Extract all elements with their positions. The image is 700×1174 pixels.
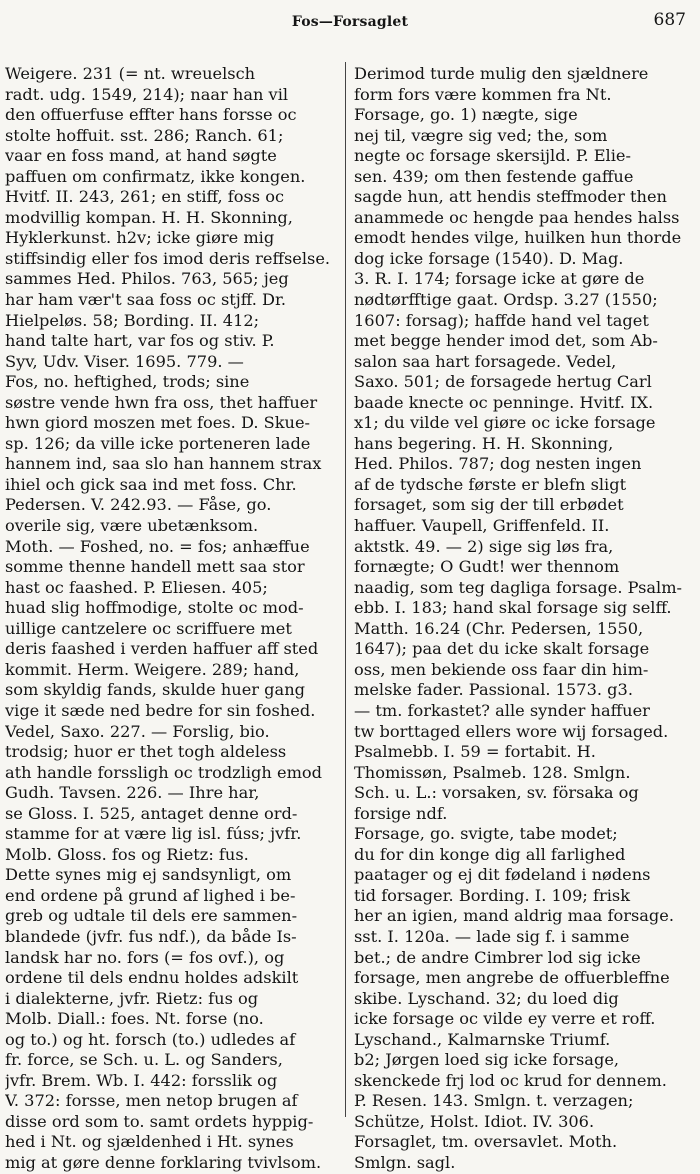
text-line: sammes Hed. Philos. 763, 565; jeg [5, 269, 289, 289]
text-line: Molb. Gloss. fos og Rietz: fus. [5, 844, 249, 864]
text-line: mig at gøre denne forklaring tvivlsom. [5, 1152, 322, 1172]
text-line: 1607: forsag); haffde hand vel taget [354, 310, 649, 330]
text-line: sen. 439; om then festende gaffue [354, 166, 634, 186]
text-line: den offuerfuse effter hans forsse oc [5, 105, 297, 125]
text-line: oss, men bekiende oss faar din him- [354, 659, 649, 679]
text-line: haffuer. Vaupell, Griffenfeld. II. [354, 516, 610, 536]
text-line: Forsage, go. svigte, tabe modet; [354, 824, 618, 844]
text-line: met begge hender imod det, som Ab- [354, 331, 658, 351]
text-line: vaar en foss mand, at hand søgte [5, 146, 277, 166]
text-line: landsk har no. fors (= fos ovf.), og [5, 947, 285, 967]
text-line: se Gloss. I. 525, antaget denne ord- [5, 803, 298, 823]
text-line: Weigere. 231 (= nt. wreuelsch [5, 64, 256, 83]
text-line: Dette synes mig ej sandsynligt, om [5, 865, 292, 885]
text-line: Hvitf. II. 243, 261; en stiff, foss oc [5, 187, 285, 207]
left-column [5, 64, 339, 1174]
text-line: Lyschand., Kalmarnske Triumf. [354, 1029, 611, 1049]
text-line: Moth. — Foshed, no. = fos; anhæffue [5, 536, 310, 556]
text-line: her an igien, mand aldrig maa forsage. [354, 906, 674, 926]
running-head: Fos—Forsaglet [291, 14, 409, 30]
text-line: jvfr. Brem. Wb. I. 442: forsslik og [5, 1070, 278, 1090]
text-line: forsaget, som sig der till erbødet [354, 495, 624, 515]
text-line: hed i Nt. og sjældenhed i Ht. synes [5, 1132, 294, 1152]
text-line: og to.) og ht. forsch (to.) udledes af [5, 1029, 296, 1049]
text-line: skenckede frj lod oc krud for dennem. [354, 1070, 667, 1090]
text-line: b2; Jørgen loed sig icke forsage, [354, 1050, 620, 1070]
text-line: af de tydsche første er blefn sligt [354, 474, 627, 494]
text-line: ihiel och gick saa ind met foss. Chr. [5, 474, 297, 494]
text-line: bet.; de andre Cimbrer lod sig icke [354, 947, 641, 967]
text-line: Molb. Diall.: foes. Nt. forse (no. [5, 1009, 264, 1029]
text-line: stolte hoffuit. sst. 286; Ranch. 61; [5, 125, 284, 145]
text-line: Hed. Philos. 787; dog nesten ingen [354, 454, 642, 474]
text-line: fornægte; O Gudt! wer thennom [354, 557, 620, 577]
text-line: emodt hendes vilge, huilken hun thorde [354, 228, 682, 248]
text-line: salon saa hart forsagede. Vedel, [354, 351, 617, 371]
text-line: kommit. Herm. Weigere. 289; hand, [5, 659, 300, 679]
text-line: — tm. forkastet? alle synder haffuer [354, 700, 650, 720]
text-line: ordene til dels endnu holdes adskilt [5, 968, 299, 988]
text-line: trodsig; huor er thet togh aldeless [5, 742, 287, 762]
text-line: ath handle forssligh oc trodzligh emod [5, 762, 323, 782]
text-line: naadig, som teg dagliga forsage. Psalm- [354, 577, 683, 597]
text-line: forsige ndf. [354, 803, 448, 823]
text-line: P. Resen. 143. Smlgn. t. verzagen; [354, 1091, 634, 1111]
text-line: Forsaglet, tm. oversavlet. Moth. [354, 1132, 618, 1152]
text-line: Vedel, Saxo. 227. — Forslig, bio. [5, 721, 270, 741]
text-line: sagde hun, att hendis steffmoder then [354, 187, 667, 207]
text-line: hannem ind, saa slo han hannem strax [5, 454, 322, 474]
text-line: Fos, no. heftighed, trods; sine [5, 372, 250, 392]
text-line: stamme for at være lig isl. fúss; jvfr. [5, 824, 302, 844]
text-line: negte oc forsage skersijld. P. Elie- [354, 146, 631, 166]
text-line: modvillig kompan. H. H. Skonning, [5, 207, 293, 227]
text-line: tw borttaged ellers wore wij forsaged. [354, 721, 669, 741]
text-line: deris faashed i verden haffuer aff sted [5, 639, 319, 659]
text-line: greb og udtale til dels ere sammen- [5, 906, 298, 926]
text-line: nej til, vægre sig ved; the, som [354, 125, 608, 145]
text-line: disse ord som to. samt ordets hyppig- [5, 1111, 314, 1131]
text-line: hast oc faashed. P. Eliesen. 405; [5, 577, 268, 597]
text-line: Hielpeløs. 58; Bording. II. 412; [5, 310, 260, 330]
text-line: sp. 126; da ville icke porteneren lade [5, 433, 311, 453]
text-line: somme thenne handell mett saa stor [5, 557, 305, 577]
text-line: Gudh. Tavsen. 226. — Ihre har, [5, 783, 260, 803]
text-line: Syv, Udv. Viser. 1695. 779. — [5, 351, 244, 371]
text-line: paatager og ej dit fødeland i nødens [354, 865, 651, 885]
text-line: paffuen om confirmatz, ikke kongen. [5, 166, 306, 186]
text-line: baade knecte oc penninge. Hvitf. IX. [354, 392, 654, 412]
column-divider [345, 62, 346, 1117]
text-line: Matth. 16.24 (Chr. Pedersen, 1550, [354, 618, 644, 638]
text-line: form fors være kommen fra Nt. [354, 84, 612, 104]
text-line: hwn giord moszen met foes. D. Skue- [5, 413, 311, 433]
text-line: tid forsager. Bording. I. 109; frisk [354, 885, 631, 905]
text-line: Hyklerkunst. h2v; icke giøre mig [5, 228, 275, 248]
text-line: sst. I. 120a. — lade sig f. i samme [354, 926, 630, 946]
text-line: hans begering. H. H. Skonning, [354, 433, 614, 453]
text-line: nødtørfftige gaat. Ordsp. 3.27 (1550; [354, 290, 658, 310]
right-column [354, 64, 688, 1174]
text-line: vige it sæde ned bedre for sin foshed. [5, 700, 316, 720]
text-line: hand talte hart, var fos og stiv. P. [5, 331, 275, 351]
text-line: Thomissøn, Psalmeb. 128. Smlgn. [354, 762, 631, 782]
text-line: i dialekterne, jvfr. Rietz: fus og [5, 988, 259, 1008]
page-header [0, 4, 700, 36]
text-line: 3. R. I. 174; forsage icke at gøre de [354, 269, 645, 289]
text-line: stiffsindig eller fos imod deris reffselse. [5, 248, 331, 268]
text-line: end ordene på grund af lighed i be- [5, 885, 296, 905]
text-line: Pedersen. V. 242.93. — Fåse, go. [5, 495, 272, 515]
text-line: Schütze, Holst. Idiot. IV. 306. [354, 1111, 595, 1131]
text-line: Derimod turde mulig den sjældnere [354, 64, 649, 83]
text-line: fr. force, se Sch. u. L. og Sanders, [5, 1050, 283, 1070]
text-line: uillige cantzelere oc scriffuere met [5, 618, 292, 638]
text-line: Sch. u. L.: vorsaken, sv. försaka og [354, 783, 639, 803]
text-line: dog icke forsage (1540). D. Mag. [354, 248, 624, 268]
text-line: Forsage, go. 1) nægte, sige [354, 105, 578, 125]
text-line: du for din konge dig all farlighed [354, 844, 626, 864]
text-line: Smlgn. sagl. [354, 1152, 456, 1172]
text-line: som skyldig fands, skulde huer gang [5, 680, 305, 700]
text-line: skibe. Lyschand. 32; du loed dig [354, 988, 619, 1008]
text-line: søstre vende hwn fra oss, thet haffuer [5, 392, 318, 412]
text-line: melske fader. Passional. 1573. g3. [354, 680, 633, 700]
text-line: x1; du vilde vel giøre oc icke forsage [354, 413, 656, 433]
text-line: overile sig, være ubetænksom. [5, 516, 259, 536]
text-line: Saxo. 501; de forsagede hertug Carl [354, 372, 652, 392]
text-line: icke forsage oc vilde ey verre et roff. [354, 1009, 656, 1029]
text-line: har ham vær't saa foss oc stjff. Dr. [5, 290, 287, 310]
text-line: ebb. I. 183; hand skal forsage sig selff. [354, 598, 672, 618]
text-line: huad slig hoffmodige, stolte oc mod- [5, 598, 304, 618]
text-line: 1647); paa det du icke skalt forsage [354, 639, 650, 659]
text-line: blandede (jvfr. fus ndf.), da både Is- [5, 926, 297, 946]
text-line: V. 372: forsse, men netop brugen af [5, 1091, 298, 1111]
text-line: forsage, men angrebe de offuerbleffne [354, 968, 670, 988]
page-number: 687 [653, 10, 686, 30]
text-line: Psalmebb. I. 59 = fortabit. H. [354, 742, 596, 762]
text-line: aktstk. 49. — 2) sige sig løs fra, [354, 536, 614, 556]
text-line: radt. udg. 1549, 214); naar han vil [5, 84, 289, 104]
text-line: anammede oc hengde paa hendes halss [354, 207, 680, 227]
